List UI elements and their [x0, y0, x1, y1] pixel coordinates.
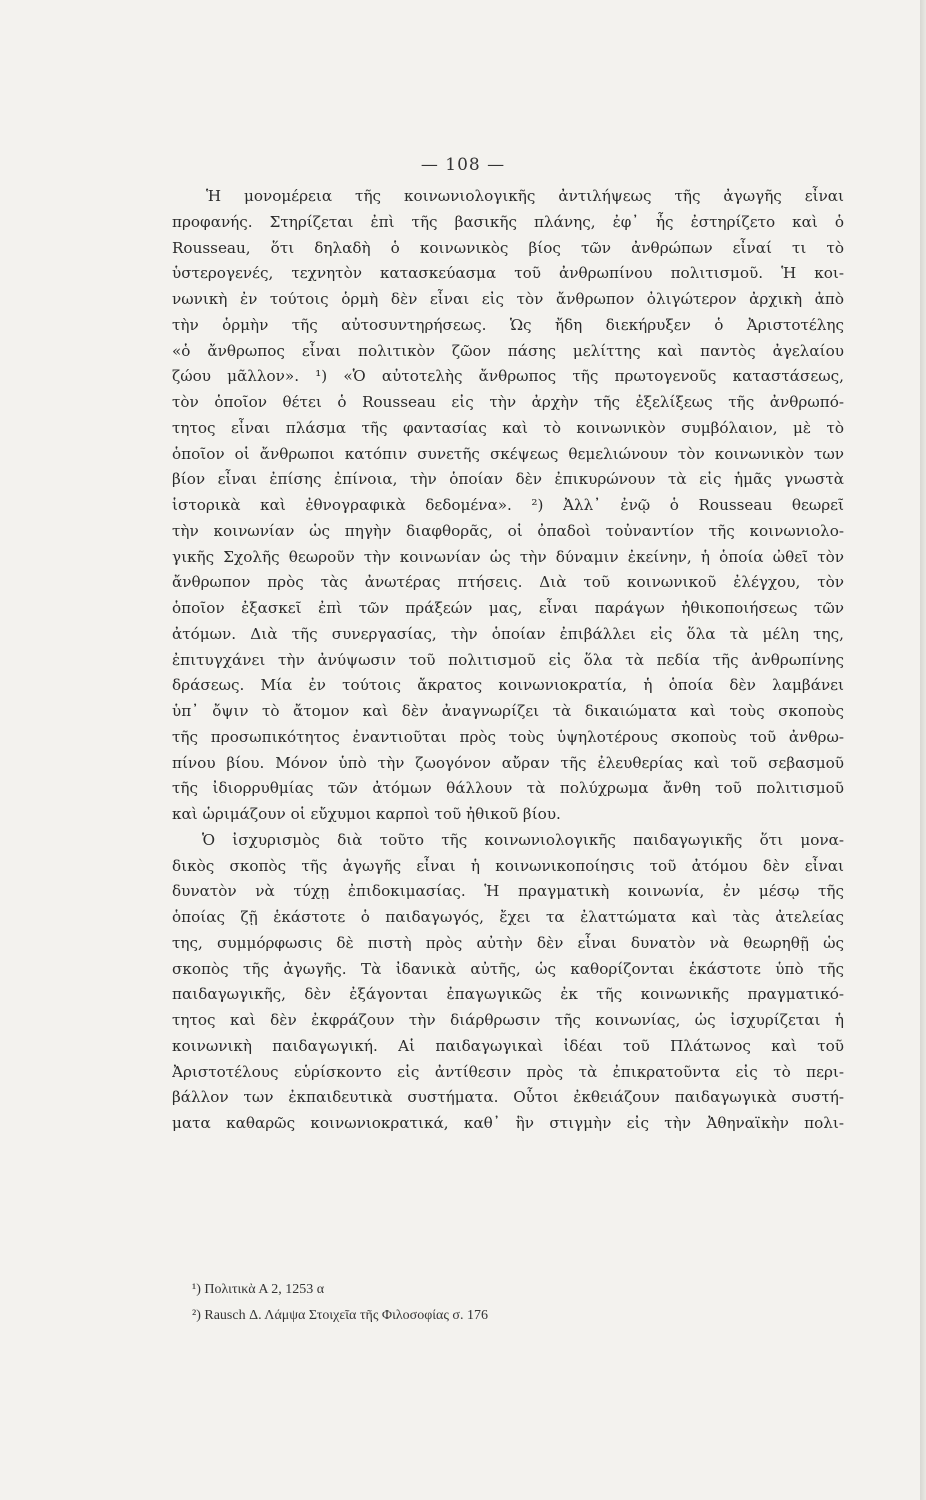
- text-line: κοινωνικὴ παιδαγωγική. Αἱ παιδαγωγικαὶ ἰδέαι τοῦ Πλάτωνος καὶ τοῦ: [172, 1036, 844, 1055]
- text-line: Ἡ μονομέρεια τῆς κοινωνιολογικῆς ἀντιλήψεως τῆς ἀγωγῆς εἶναι: [206, 187, 844, 205]
- text-line: δικὸς σκοπὸς τῆς ἀγωγῆς εἶναι ἡ κοινωνικοποίησις τοῦ ἀτόμου δὲν εἶναι: [172, 856, 844, 875]
- text-line: ἀτόμων. Διὰ τῆς συνεργασίας, τὴν ὁποίαν ἐπιβάλλει εἰς ὅλα τὰ μέλη της,: [172, 624, 844, 643]
- text-line: ἱστορικὰ καὶ ἐθνογραφικὰ δεδομένα». ²) Ἀλλ᾽ ἐνῷ ὁ Rousseau θεωρεῖ: [172, 496, 844, 514]
- text-line: σκοπὸς τῆς ἀγωγῆς. Τὰ ἰδανικὰ αὐτῆς, ὡς καθορίζονται ἑκάστοτε ὑπὸ τῆς: [172, 959, 844, 978]
- text-line: ὁποῖον ἐξασκεῖ ἐπὶ τῶν πράξεών μας, εἶναι παράγων ἠθικοποιήσεως τῶν: [172, 599, 844, 617]
- text-line: ἐπιτυγχάνει τὴν ἀνύψωσιν τοῦ πολιτισμοῦ εἰς ὅλα τὰ πεδία τῆς ἀνθρωπίνης: [172, 650, 844, 669]
- text-line: γικῆς Σχολῆς θεωροῦν τὴν κοινωνίαν ὡς τὴν δύναμιν ἐκείνην, ἡ ὁποία ὠθεῖ τὸν: [172, 547, 844, 566]
- text-line: τῆς ἰδιορρυθμίας τῶν ἀτόμων θάλλουν τὰ πολύχρωμα ἄνθη τοῦ πολιτισμοῦ: [172, 779, 844, 798]
- page-edge: [920, 0, 926, 1500]
- text-line: ὑστερογενές, τεχνητὸν κατασκεύασμα τοῦ ἀνθρωπίνου πολιτισμοῦ. Ἡ κοι-: [172, 264, 844, 283]
- text-line: προφανής. Στηρίζεται ἐπὶ τῆς βασικῆς πλάνης, ἐφ᾽ ἧς ἐστηρίζετο καὶ ὁ: [172, 212, 844, 231]
- footnotes: [192, 1277, 812, 1329]
- text-line: ματα καθαρῶς κοινωνιοκρατικά, καθ᾽ ἣν στιγμὴν εἰς τὴν Ἀθηναϊκὴν πολι-: [172, 1114, 844, 1132]
- text-line: ἄνθρωπον πρὸς τὰς ἀνωτέρας πτήσεις. Διὰ τοῦ κοινωνικοῦ ἐλέγχου, τὸν: [172, 573, 844, 592]
- text-line: ὁποῖον οἱ ἄνθρωποι κατόπιν συνετῆς σκέψεως θεμελιώνουν τὸν κοινωνικὸν των: [172, 444, 844, 463]
- text-line: τῆς προσωπικότητος ἐναντιοῦται πρὸς τοὺς ὑψηλοτέρους σκοποὺς τοῦ ἀνθρω-: [172, 727, 844, 746]
- paragraph-end-line: καὶ ὡριμάζουν οἱ εὔχυμοι καρποὶ τοῦ ἠθικοῦ βίου.: [172, 805, 561, 823]
- text-line: δυνατὸν νὰ τύχῃ ἐπιδοκιμασίας. Ἡ πραγματικὴ κοινωνία, ἐν μέσῳ τῆς: [172, 882, 844, 901]
- text-line: της, συμμόρφωσις δὲ πιστὴ πρὸς αὐτὴν δὲν εἶναι δυνατὸν νὰ θεωρηθῇ ὡς: [172, 933, 844, 952]
- text-line: βάλλον των ἐκπαιδευτικὰ συστήματα. Οὗτοι ἐκθειάζουν παιδαγωγικὰ συστή-: [172, 1088, 844, 1107]
- text-line: τὴν κοινωνίαν ὡς πηγὴν διαφθορᾶς, οἱ ὀπαδοὶ τοὐναντίον τῆς κοινωνιολο-: [172, 521, 844, 540]
- text-line: Ἀριστοτέλους εὑρίσκοντο εἰς ἀντίθεσιν πρὸς τὰ ἐπικρατοῦντα εἰς τὸ περι-: [172, 1062, 844, 1081]
- text-line: παιδαγωγικῆς, δὲν ἐξάγονται ἐπαγωγικῶς ἐκ τῆς κοινωνικῆς πραγματικό-: [172, 985, 844, 1004]
- text-line: τὴν ὁρμὴν τῆς αὐτοσυντηρήσεως. Ὡς ἤδη διεκήρυξεν ὁ Ἀριστοτέλης: [172, 315, 844, 334]
- text-line: βίον εἶναι ἐπίσης ἐπίνοια, τὴν ὁποίαν δὲν ἐπικυρώνουν τὰ εἰς ἡμᾶς γνωστὰ: [172, 470, 844, 489]
- text-line: «ὁ ἄνθρωπος εἶναι πολιτικὸν ζῶον πάσης μελίττης καὶ παντὸς ἀγελαίου: [172, 341, 844, 360]
- text-line: ζώου μᾶλλον». ¹) «Ὁ αὐτοτελὴς ἄνθρωπος τῆς πρωτογενοῦς καταστάσεως,: [172, 367, 844, 386]
- paragraph-start-line: Ὁ ἰσχυρισμὸς διὰ τοῦτο τῆς κοινωνιολογικῆς παιδαγωγικῆς ὅτι μονα-: [202, 830, 844, 849]
- text-line: Rousseau, ὅτι δηλαδὴ ὁ κοινωνικὸς βίος τῶν ἀνθρώπων εἶναί τι τὸ: [172, 238, 844, 257]
- text-line: τητος καὶ δὲν ἐκφράζουν τὴν διάρθρωσιν τῆς κοινωνίας, ὡς ἰσχυρίζεται ἡ: [172, 1011, 844, 1029]
- text-line: δράσεως. Μία ἐν τούτοις ἄκρατος κοινωνιοκρατία, ἡ ὁποία δὲν λαμβάνει: [172, 676, 844, 695]
- text-line: νωνικὴ ἐν τούτοις ὁρμὴ δὲν εἶναι εἰς τὸν ἄνθρωπον ὀλιγώτερον ἀρχικὴ ἀπὸ: [172, 290, 844, 308]
- text-line: τητος εἶναι πλάσμα τῆς φαντασίας καὶ τὸ κοινωνικὸν συμβόλαιον, μὲ τὸ: [172, 418, 844, 437]
- text-line: πίνου βίου. Μόνον ὑπὸ τὴν ζωογόνον αὔραν τῆς ἐλευθερίας καὶ τοῦ σεβασμοῦ: [172, 753, 844, 772]
- text-line: ὁποίας ζῇ ἑκάστοτε ὁ παιδαγωγός, ἔχει τα ἐλαττώματα καὶ τὰς ἀτελείας: [172, 908, 844, 926]
- text-line: τὸν ὁποῖον θέτει ὁ Rousseau εἰς τὴν ἀρχὴν τῆς ἐξελίξεως τῆς ἀνθρωπό-: [172, 393, 844, 411]
- text-line: ὑπ᾽ ὄψιν τὸ ἄτομον καὶ δὲν ἀναγνωρίζει τὰ δικαιώματα καὶ τοὺς σκοποὺς: [172, 702, 844, 720]
- footnote-2: ²) Rausch Δ. Λάμψα Στοιχεῖα τῆς Φιλοσοφίας σ. 176: [192, 1308, 488, 1323]
- body-text: [172, 184, 844, 1137]
- page-number: — 108 —: [420, 155, 506, 175]
- footnote-1: ¹) Πολιτικὰ Α 2, 1253 α: [192, 1282, 325, 1297]
